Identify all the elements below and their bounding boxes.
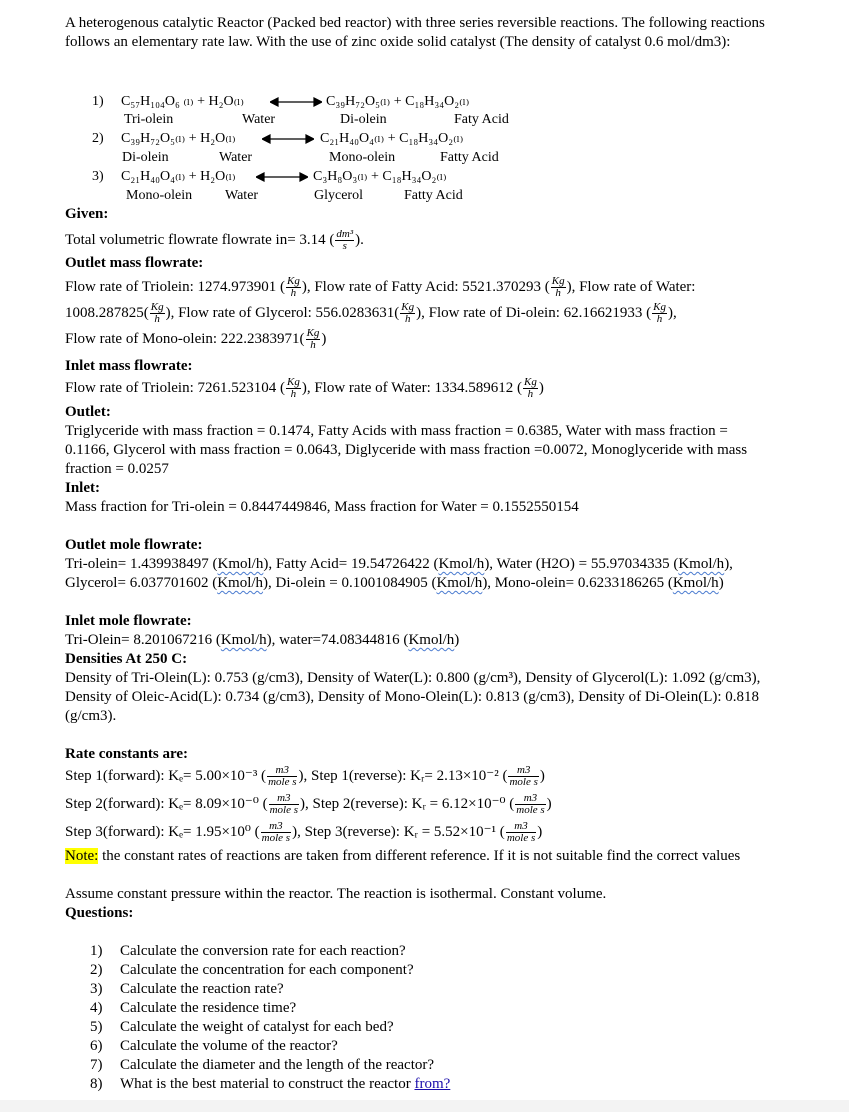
question-item: 7) Calculate the diameter and the length of the reactor? — [90, 1057, 435, 1073]
page-bottom-edge — [0, 1100, 849, 1112]
rate-step-3: Step 3(forward): Kₑ= 1.95×10⁰ ( $\frac{m3}{\text{mole s}}$ ), Step 3(reverse): Kᵣ = 5.52×10⁻¹ ( $\frac{m3}{\text{mole s}}$ ) — [65, 820, 543, 845]
rate-constants-heading: Rate constants are: — [65, 746, 189, 762]
densities-text: Density of Tri-Olein(L): 0.753 (g/cm3), Density of Water(L): 0.800 (g/cm³), Density of Glycerol(L): 1.092 (g/cm3), Density of Oleic-Acid(L): 0.734 (g/cm3), Density of Mono-Olein(L): 0.813 (g/cm3), Density of Di-Olein(L): 0.818 (g/cm3). — [65, 670, 761, 724]
reaction-3-label-reactant-1: Mono-olein — [126, 188, 193, 203]
question-item: 5) Calculate the weight of catalyst for each bed? — [90, 1019, 394, 1035]
unit-fraction: $\frac{Kg}{h}$ — [551, 275, 565, 300]
reaction-3-reactants: C₂₁H₄₀O₄₍ₗ₎ + H₂O₍ₗ₎ — [121, 169, 236, 184]
reaction-1-label-reactant-2: Water — [242, 112, 276, 127]
note-paragraph — [65, 847, 775, 866]
reaction-2-label-reactant-1: Di-olein — [122, 150, 169, 165]
inlet-mole-flowrates: Tri-Olein= 8.201067216 (Kmol/h), water=74.08344816 (Kmol/h) — [65, 632, 460, 648]
question-item: 2) Calculate the concentration for each component? — [90, 962, 414, 978]
questions-heading: Questions: — [65, 905, 134, 921]
inlet-mass-fractions: Mass fraction for Tri-olein = 0.8447449846, Mass fraction for Water = 0.1552550154 — [65, 499, 579, 515]
unit-fraction: $\frac{m3}{\text{mole s}}$ — [509, 764, 538, 789]
outlet-heading: Outlet: — [65, 404, 111, 420]
question-item: 4) Calculate the residence time? — [90, 1000, 297, 1016]
assumptions-text: Assume constant pressure within the reactor. The reaction is isothermal. Constant volume. — [65, 886, 607, 902]
unit-fraction: $\frac{\text{dm³}}{s}$ — [336, 228, 354, 253]
outlet-mass-flowrates: Flow rate of Triolein: 1274.973901 ( $\frac{Kg}{h}$ ), Flow rate of Fatty Acid: 5521.370293 ( $\frac{Kg}{h}$ ), Flow rate of Water: 1008.287825( $\frac{Kg}{h}$ ), Flow rate of Glycerol: 556.0283631( $\frac{Kg}{h}$ ), Flow rate of Di-olein: 62.16621933 ( $\frac{Kg}{h}$ ), Flow rate of Mono-olein: 222.2383971( $\frac{Kg}{h}$ ) — [65, 275, 696, 352]
unit-fraction: $\frac{Kg}{h}$ — [150, 301, 164, 326]
unit-fraction: $\frac{m3}{\text{mole s}}$ — [268, 764, 297, 789]
reaction-2-label-product-2: Fatty Acid — [440, 150, 499, 165]
reaction-2-products: C₂₁H₄₀O₄₍ₗ₎ + C₁₈H₃₄O₂₍ₗ₎ — [320, 131, 464, 146]
question-item: 8) What is the best material to construct the reactor from? — [90, 1076, 451, 1092]
inlet-heading: Inlet: — [65, 480, 100, 496]
outlet-mass-fractions: Triglyceride with mass fraction = 0.1474, Fatty Acids with mass fraction = 0.6385, Water with mass fraction = 0.1166, Glycerol with mass fraction = 0.0643, Diglyceride with mass fraction =0.0072, Monoglyceride with mass fraction = 0.0257 — [65, 423, 748, 477]
reaction-2-equilibrium-arrow-icon — [262, 134, 314, 144]
reaction-3-products: C₃H₈O₃₍ₗ₎ + C₁₈H₃₄O₂₍ₗ₎ — [313, 169, 447, 184]
note-label: Note: — [65, 848, 99, 864]
note-text: the constant rates of reactions are taken from different reference. If it is not suitable find the correct values — [98, 848, 741, 864]
reaction-1-reactants: C₅₇H₁₀₄O₆ ₍ₗ₎ + H₂O₍ₗ₎ — [121, 94, 244, 109]
given-heading: Given: — [65, 206, 109, 222]
outlet-mass-heading: Outlet mass flowrate: — [65, 255, 204, 271]
inlet-mass-heading: Inlet mass flowrate: — [65, 358, 193, 374]
reaction-2-label-reactant-2: Water — [219, 150, 253, 165]
question-8-link[interactable]: from? — [414, 1076, 451, 1092]
reaction-2-label-product-1: Mono-olein — [329, 150, 396, 165]
reaction-1-label-product-2: Faty Acid — [454, 112, 509, 127]
rate-step-2: Step 2(forward): Kₑ= 8.09×10⁻⁰ ( $\frac{m3}{\text{mole s}}$ ), Step 2(reverse): Kᵣ = 6.12×10⁻⁰ ( $\frac{m3}{\text{mole s}}$ ) — [65, 792, 552, 817]
total-flowrate-text: Total volumetric flowrate flowrate in= 3.14 ( — [65, 232, 335, 248]
unit-fraction: $\frac{Kg}{h}$ — [287, 376, 300, 401]
reaction-3-label-product-1: Glycerol — [314, 188, 363, 203]
reaction-3-label-product-2: Fatty Acid — [404, 188, 463, 203]
unit-fraction: $\frac{m3}{\text{mole s}}$ — [269, 792, 298, 817]
reaction-2-number: 2) — [92, 131, 104, 146]
question-item: 1) Calculate the conversion rate for each reaction? — [90, 943, 406, 959]
question-item: 6) Calculate the volume of the reactor? — [90, 1038, 338, 1054]
unit-fraction: $\frac{Kg}{h}$ — [287, 275, 300, 300]
reaction-3-equilibrium-arrow-icon — [256, 172, 308, 182]
reaction-1-number: 1) — [92, 94, 104, 109]
outlet-mole-heading: Outlet mole flowrate: — [65, 537, 203, 553]
reaction-1-products: C₃₉H₇₂O₅₍ₗ₎ + C₁₈H₃₄O₂₍ₗ₎ — [326, 94, 470, 109]
reaction-2-reactants: C₃₉H₇₂O₅₍ₗ₎ + H₂O₍ₗ₎ — [121, 131, 236, 146]
reaction-1-label-product-1: Di-olein — [340, 112, 387, 127]
unit-fraction: $\frac{Kg}{h}$ — [306, 327, 320, 352]
unit-fraction: $\frac{m3}{\text{mole s}}$ — [516, 792, 545, 817]
reaction-3-label-reactant-2: Water — [225, 188, 259, 203]
question-item: 3) Calculate the reaction rate? — [90, 981, 284, 997]
reaction-1-label-reactant-1: Tri-olein — [124, 112, 174, 127]
total-flowrate-line: Total volumetric flowrate flowrate in= 3.14 ( $\frac{\text{dm³}}{s}$ ). — [65, 228, 364, 253]
intro-paragraph: A heterogenous catalytic Reactor (Packed bed reactor) with three series reversible reactions. The following reactions follows an elementary rate law. With the use of zinc oxide solid catalyst (The density of catalyst 0.6 mol/dm3): — [65, 15, 765, 50]
rate-step-1: Step 1(forward): Kₑ= 5.00×10⁻³ ( $\frac{m3}{\text{mole s}}$ ), Step 1(reverse): Kᵣ= 2.13×10⁻² ( $\frac{m3}{\text{mole s}}$ ) — [65, 764, 545, 789]
unit-fraction: $\frac{m3}{\text{mole s}}$ — [506, 820, 536, 845]
inlet-mass-flowrates: Flow rate of Triolein: 7261.523104 ( $\frac{Kg}{h}$ ), Flow rate of Water: 1334.589612 ( $\frac{Kg}{h}$ ) — [65, 376, 544, 401]
unit-fraction: $\frac{Kg}{h}$ — [653, 301, 666, 326]
unit-fraction: $\frac{Kg}{h}$ — [523, 376, 537, 401]
reaction-1-equilibrium-arrow-icon — [270, 97, 322, 107]
outlet-mole-flowrates: Tri-olein= 1.439938497 (Kmol/h), Fatty Acid= 19.54726422 (Kmol/h), Water (H2O) = 55.97034335 (Kmol/h), Glycerol= 6.037701602 (Kmol/h), Di-olein = 0.1001084905 (Kmol/h), Mono-olein= 0.6233186265 (Kmol/h) — [65, 556, 733, 591]
inlet-mole-heading: Inlet mole flowrate: — [65, 613, 192, 629]
unit-fraction: $\frac{m3}{\text{mole s}}$ — [261, 820, 291, 845]
densities-heading: Densities At 250 C: — [65, 651, 188, 667]
unit-fraction: $\frac{Kg}{h}$ — [401, 301, 415, 326]
reaction-3-number: 3) — [92, 169, 104, 184]
